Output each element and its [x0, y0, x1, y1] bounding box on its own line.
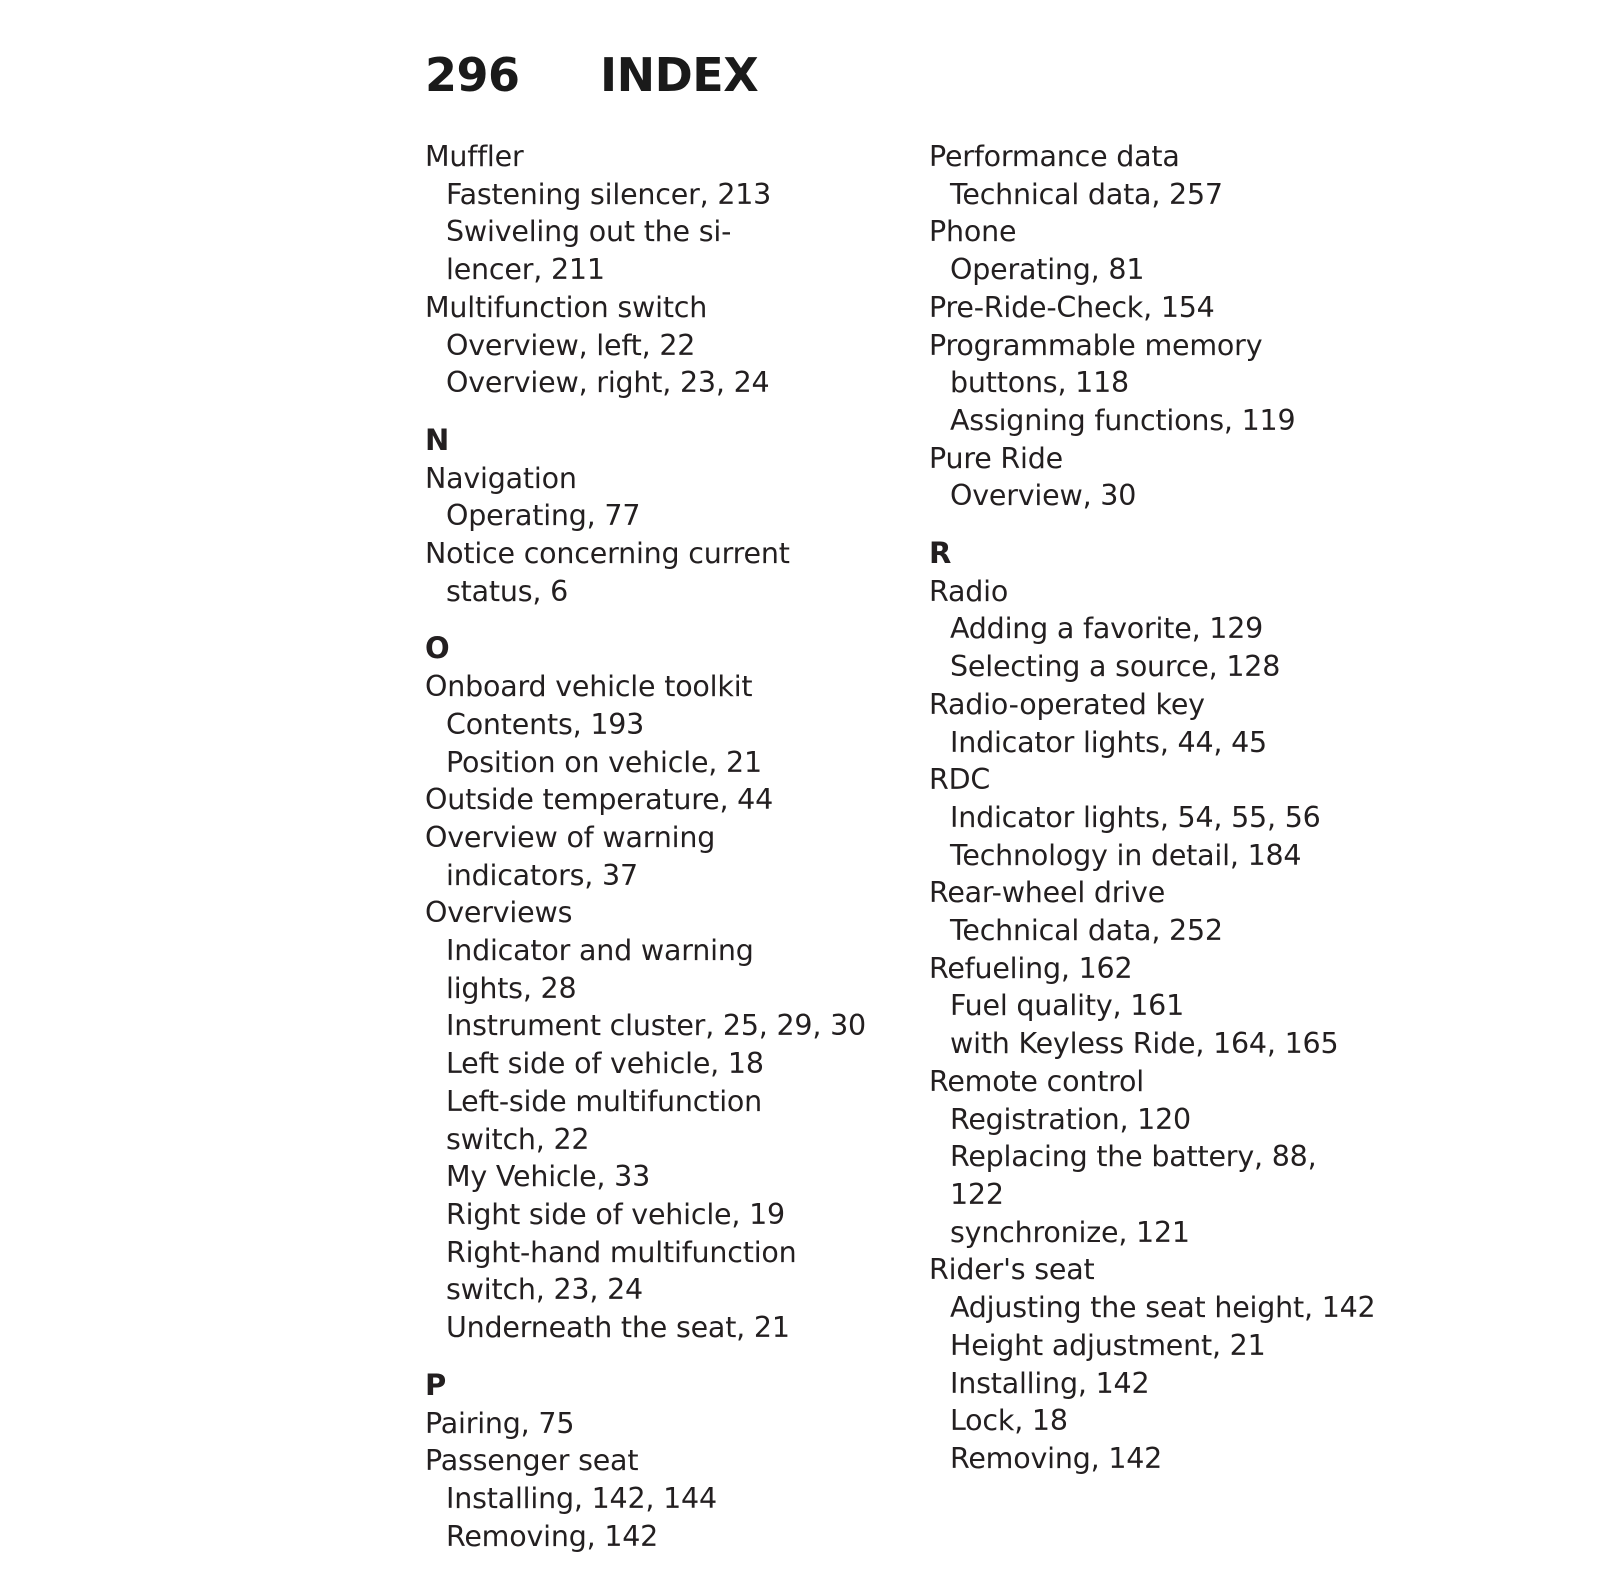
index-subentry: Fastening silencer, 213 — [446, 177, 772, 211]
index-subentry: indicators, 37 — [446, 858, 638, 892]
index-subentry: Position on vehicle, 21 — [446, 745, 762, 779]
index-subentry: synchronize, 121 — [950, 1215, 1190, 1249]
index-entry: RDC — [929, 763, 991, 797]
index-entry: Radio-operated key — [929, 687, 1205, 721]
index-subentry: switch, 22 — [446, 1122, 590, 1156]
index-entry: Refueling, 162 — [929, 951, 1133, 985]
index-subentry: Right side of vehicle, 19 — [446, 1197, 785, 1231]
index-subentry: Indicator lights, 44, 45 — [950, 725, 1267, 759]
index-entry: Outside temperature, 44 — [425, 783, 774, 817]
index-letter-heading: O — [425, 631, 450, 666]
index-subentry: Indicator lights, 54, 55, 56 — [950, 800, 1321, 834]
index-entry: Overviews — [425, 896, 573, 930]
index-subentry: Installing, 142 — [950, 1366, 1150, 1400]
index-subentry: Right-hand multifunction — [446, 1235, 797, 1269]
index-subentry: lencer, 211 — [446, 253, 605, 287]
index-subentry: Overview, left, 22 — [446, 328, 696, 362]
index-subentry: Overview, right, 23, 24 — [446, 366, 770, 400]
index-letter-heading: N — [425, 422, 450, 457]
index-subentry: Left-side multifunction — [446, 1084, 763, 1118]
index-subentry: Left side of vehicle, 18 — [446, 1047, 764, 1081]
index-subentry: Fuel quality, 161 — [950, 989, 1185, 1023]
index-entry: Onboard vehicle toolkit — [425, 670, 753, 704]
index-subentry: status, 6 — [446, 574, 569, 608]
index-entry: Notice concerning current — [425, 537, 790, 571]
index-entry: Remote control — [929, 1064, 1145, 1098]
page-number: 296 — [425, 48, 520, 102]
index-entry: Overview of warning — [425, 820, 716, 854]
index-subentry: Indicator and warning — [446, 934, 754, 968]
index-subentry: 122 — [950, 1177, 1004, 1211]
index-entry: Multifunction switch — [425, 290, 708, 324]
index-column-left — [425, 138, 895, 1555]
index-subentry: My Vehicle, 33 — [446, 1160, 651, 1194]
index-subentry: buttons, 118 — [950, 366, 1129, 400]
index-subentry: Adding a favorite, 129 — [950, 612, 1264, 646]
index-entry: Passenger seat — [425, 1444, 639, 1478]
index-entry: Performance data — [929, 140, 1180, 173]
index-subentry: Assigning functions, 119 — [950, 403, 1296, 437]
index-entry: Navigation — [425, 461, 577, 495]
index-entry: Pairing, 75 — [425, 1406, 575, 1440]
index-entry: Muffler — [425, 140, 524, 173]
index-subentry: Underneath the seat, 21 — [446, 1311, 790, 1345]
index-subentry: lights, 28 — [446, 971, 577, 1005]
index-letter-heading: P — [425, 1367, 447, 1402]
index-entry: Pre-Ride-Check, 154 — [929, 290, 1215, 324]
page-header — [425, 40, 758, 110]
index-entry: Radio — [929, 574, 1009, 608]
page-title: INDEX — [600, 48, 759, 102]
index-subentry: Installing, 142, 144 — [446, 1481, 717, 1515]
index-column-right — [929, 138, 1399, 1478]
index-subentry: Operating, 81 — [950, 253, 1145, 287]
index-subentry: Selecting a source, 128 — [950, 650, 1281, 684]
index-subentry: with Keyless Ride, 164, 165 — [950, 1027, 1339, 1061]
index-subentry: Instrument cluster, 25, 29, 30 — [446, 1009, 866, 1043]
index-subentry: Technical data, 257 — [950, 177, 1223, 211]
index-entry: Pure Ride — [929, 441, 1063, 475]
index-subentry: Lock, 18 — [950, 1404, 1068, 1438]
index-subentry: Removing, 142 — [446, 1519, 659, 1553]
index-subentry: Operating, 77 — [446, 499, 641, 533]
index-letter-heading: R — [929, 536, 952, 571]
index-subentry: Removing, 142 — [950, 1441, 1163, 1475]
index-entry: Phone — [929, 215, 1017, 249]
index-entry: Rear-wheel drive — [929, 876, 1166, 910]
index-subentry: Height adjustment, 21 — [950, 1328, 1266, 1362]
index-subentry: Overview, 30 — [950, 479, 1137, 513]
index-subentry: Technology in detail, 184 — [950, 838, 1302, 872]
index-subentry: Adjusting the seat height, 142 — [950, 1291, 1376, 1325]
index-entry: Rider's seat — [929, 1253, 1095, 1287]
index-subentry: switch, 23, 24 — [446, 1273, 643, 1307]
index-subentry: Technical data, 252 — [950, 914, 1223, 948]
index-entry: Programmable memory — [929, 328, 1263, 362]
index-subentry: Replacing the battery, 88, — [950, 1140, 1317, 1174]
index-subentry: Registration, 120 — [950, 1102, 1191, 1136]
index-subentry: Contents, 193 — [446, 707, 645, 741]
index-subentry: Swiveling out the si- — [446, 215, 732, 249]
